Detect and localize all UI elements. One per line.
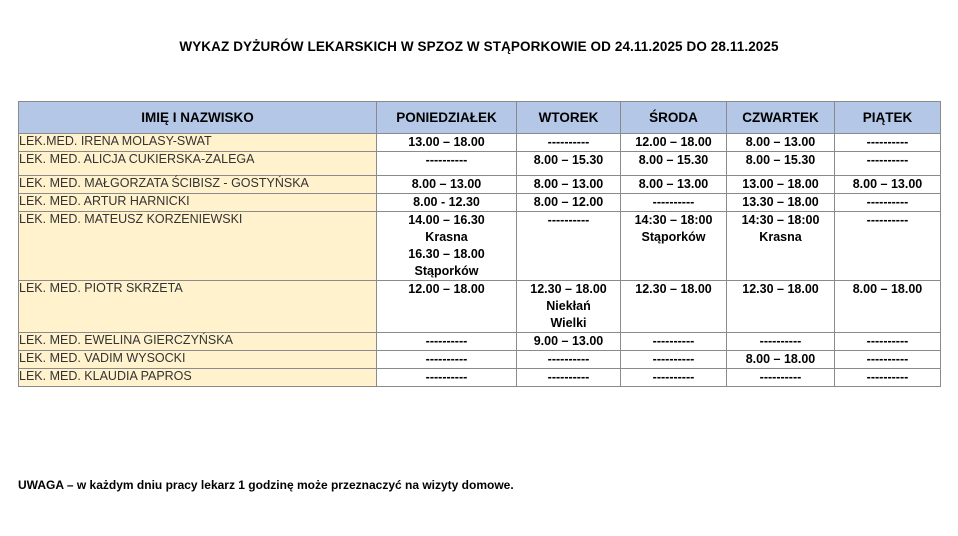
friday-hours-cell [835,212,941,281]
table-row [19,194,941,212]
header-friday: PIĄTEK [835,102,941,134]
hours-line: 8.00 - 12.30 [413,195,480,209]
monday-hours-cell [377,333,517,351]
friday-hours-cell [835,194,941,212]
monday-hours-cell [377,176,517,194]
hours-line: 12.30 – 18.00 [635,282,712,296]
hours-line: ---------- [652,370,695,384]
hours-line: ---------- [866,213,909,227]
table-row [19,369,941,387]
hours-line: ---------- [866,352,909,366]
page-title: WYKAZ DYŻURÓW LEKARSKICH W SPZOZ W STĄPORKOWIE OD 24.11.2025 DO 28.11.2025 [179,39,779,54]
header-row [19,102,941,134]
doctor-name-cell: LEK.MED. IRENA MOLASY-SWAT [19,134,377,152]
table-row [19,176,941,194]
header-tuesday: WTOREK [517,102,621,134]
tuesday-hours-cell [517,281,621,333]
hours-line: 8.00 – 18.00 [852,282,923,296]
friday-hours-cell [835,281,941,333]
hours-line: ---------- [425,370,468,384]
hours-line: ---------- [866,370,909,384]
hours-line: 14.00 – 16.30 [408,213,485,227]
duty-schedule-table [18,101,941,387]
hours-line: Wielki [550,316,587,330]
monday-hours-cell [377,351,517,369]
hours-line: 13.00 – 18.00 [408,135,485,149]
tuesday-hours-cell [517,134,621,152]
hours-line: ---------- [652,195,695,209]
thursday-hours-cell [727,194,835,212]
table-row [19,152,941,176]
tuesday-hours-cell [517,369,621,387]
thursday-hours-cell [727,134,835,152]
doctor-name-cell: LEK. MED. PIOTR SKRZETA [19,281,377,333]
hours-line: Krasna [425,230,468,244]
wednesday-hours-cell [621,194,727,212]
wednesday-hours-cell [621,152,727,176]
thursday-hours-cell [727,212,835,281]
hours-line: 8.00 – 15.30 [533,153,604,167]
table-row [19,333,941,351]
hours-line: ---------- [866,135,909,149]
tuesday-hours-cell [517,152,621,176]
monday-hours-cell [377,152,517,176]
hours-line: 8.00 – 13.00 [745,135,816,149]
hours-line: ---------- [866,334,909,348]
thursday-hours-cell [727,333,835,351]
hours-line: 14:30 – 18:00 [634,213,713,227]
hours-line: ---------- [547,213,590,227]
hours-line: ---------- [866,153,909,167]
schedule-body [19,134,941,387]
monday-hours-cell [377,212,517,281]
table-row [19,134,941,152]
table-row [19,351,941,369]
doctor-name-cell: LEK. MED. KLAUDIA PAPROS [19,369,377,387]
hours-line: 8.00 – 12.00 [533,195,604,209]
hours-line: 12.00 – 18.00 [408,282,485,296]
hours-line: 13.00 – 18.00 [742,177,819,191]
friday-hours-cell [835,176,941,194]
doctor-name-cell: LEK. MED. ARTUR HARNICKI [19,194,377,212]
friday-hours-cell [835,152,941,176]
tuesday-hours-cell [517,176,621,194]
monday-hours-cell [377,194,517,212]
header-monday: PONIEDZIAŁEK [377,102,517,134]
header-wednesday: ŚRODA [621,102,727,134]
wednesday-hours-cell [621,176,727,194]
monday-hours-cell [377,369,517,387]
doctor-name-cell: LEK. MED. MATEUSZ KORZENIEWSKI [19,212,377,281]
friday-hours-cell [835,369,941,387]
monday-hours-cell [377,281,517,333]
tuesday-hours-cell [517,194,621,212]
monday-hours-cell [377,134,517,152]
friday-hours-cell [835,351,941,369]
wednesday-hours-cell [621,369,727,387]
hours-line: ---------- [652,352,695,366]
hours-line: 8.00 – 13.00 [638,177,709,191]
hours-line: ---------- [547,370,590,384]
header-thursday: CZWARTEK [727,102,835,134]
thursday-hours-cell [727,351,835,369]
table-row [19,212,941,281]
hours-line: ---------- [547,135,590,149]
wednesday-hours-cell [621,212,727,281]
hours-line: ---------- [425,334,468,348]
hours-line: ---------- [547,352,590,366]
footer-note: UWAGA – w każdym dniu pracy lekarz 1 godzinę może przeznaczyć na wizyty domowe. [18,478,514,492]
hours-line: 12.30 – 18.00 [530,282,607,296]
hours-line: 12.00 – 18.00 [635,135,712,149]
hours-line: 8.00 – 13.00 [852,177,923,191]
hours-line: 13.30 – 18.00 [742,195,819,209]
thursday-hours-cell [727,152,835,176]
hours-line: 16.30 – 18.00 [408,247,485,261]
hours-line: ---------- [866,195,909,209]
hours-line: ---------- [759,334,802,348]
table-row [19,281,941,333]
hours-line: 8.00 – 13.00 [411,177,482,191]
wednesday-hours-cell [621,134,727,152]
hours-line: Krasna [759,230,802,244]
doctor-name-cell: LEK. MED. EWELINA GIERCZYŃSKA [19,333,377,351]
friday-hours-cell [835,333,941,351]
doctor-name-cell: LEK. MED. VADIM WYSOCKI [19,351,377,369]
tuesday-hours-cell [517,351,621,369]
hours-line: Niekłań [546,299,591,313]
hours-line: Stąporków [641,230,706,244]
hours-line: 8.00 – 13.00 [533,177,604,191]
tuesday-hours-cell [517,212,621,281]
hours-line: 8.00 – 15.30 [638,153,709,167]
hours-line: 12.30 – 18.00 [742,282,819,296]
hours-line: ---------- [652,334,695,348]
hours-line: ---------- [759,370,802,384]
wednesday-hours-cell [621,333,727,351]
hours-line: 9.00 – 13.00 [533,334,604,348]
wednesday-hours-cell [621,281,727,333]
hours-line: 8.00 – 15.30 [745,153,816,167]
hours-line: ---------- [425,352,468,366]
tuesday-hours-cell [517,333,621,351]
doctor-name-cell: LEK. MED. MAŁGORZATA ŚCIBISZ - GOSTYŃSKA [19,176,377,194]
wednesday-hours-cell [621,351,727,369]
thursday-hours-cell [727,176,835,194]
thursday-hours-cell [727,281,835,333]
hours-line: ---------- [425,153,468,167]
hours-line: Stąporków [414,264,479,278]
doctor-name-cell: LEK. MED. ALICJA CUKIERSKA-ZALEGA [19,152,377,176]
header-name: IMIĘ I NAZWISKO [19,102,377,134]
thursday-hours-cell [727,369,835,387]
hours-line: 14:30 – 18:00 [741,213,820,227]
friday-hours-cell [835,134,941,152]
hours-line: 8.00 – 18.00 [745,352,816,366]
